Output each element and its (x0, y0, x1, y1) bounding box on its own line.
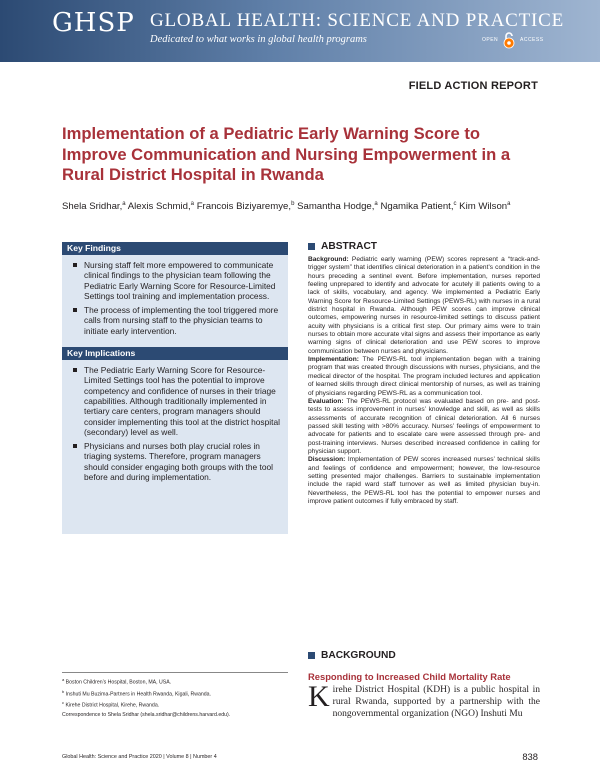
abstract-evaluation-label: Evaluation: (308, 397, 344, 405)
open-access-open-label: OPEN (482, 37, 499, 43)
abstract-discussion: Implementation of PEW scores increased nurses’ technical skills and feelings of confidence and empowerment; however, the low-resource setting presented major challenges. Barriers to sustainable implementation include the rapid ward staff turnover as well as limited physician buy-in. Nevertheless, the PEWS-RL tool has the potential to empower nurses and improve patient outcomes if fully embraced by staff. (308, 456, 540, 505)
affiliation-line: $^a$ Boston Children’s Hospital, Boston, MA, USA. (62, 677, 172, 686)
journal-logo: GHSP (52, 8, 135, 38)
author-affiliation-mark: a (374, 201, 378, 207)
author-name[interactable]: Shela Sridhar, (62, 201, 123, 213)
abstract-heading: ABSTRACT (308, 241, 377, 252)
author-name[interactable]: Kim Wilson (459, 201, 508, 213)
journal-subtitle: Dedicated to what works in global health programs (150, 34, 367, 45)
section-marker-icon (308, 652, 315, 659)
journal-title: GLOBAL HEALTH: SCIENCE AND PRACTICE (150, 10, 564, 31)
article-title: Implementation of a Pediatric Early Warning Score to Improve Communication and Nursing Empowerment in a Rural District Hospital in Rwanda (62, 124, 511, 184)
open-access-badge (482, 30, 572, 50)
key-findings-heading: Key Findings (62, 242, 288, 255)
author-list (62, 201, 562, 212)
author-name[interactable]: Ngamika Patient, (380, 201, 454, 213)
affiliation-line: $^b$ Inshuti Mu Buzima-Partners in Health Rwanda, Kigali, Rwanda. (62, 688, 211, 698)
abstract-background: Pediatric early warning (PEW) scores represent a “track-and-trigger system” that identifies clinical deterioration in a patient’s condition in the hours preceding a sentinel event. Before implementation, nurses reported feeling unprepared to identify and advocate for acutely ill patients owing to a lack of skills, vocabulary, and agency. We implemented a Pediatric Early Warning Score for Resource-Limited Settings (PEWS-RL) with nurses in a rural district hospital in Rwanda. Although PEW scores can improve clinical outcomes, empowering nurses in resource-limited settings to discuss patient acuity with physicians is a critical first step. Our primary aims were to train nurses to obtain more accurate vital signs and assess their importance as early warning signs of clinical deterioration and use PEW scores to improve communication between nurses and physicians. (308, 256, 540, 355)
affiliation-divider (62, 672, 288, 673)
section-marker-icon (308, 243, 315, 250)
journal-banner (0, 0, 600, 62)
abstract-implementation: The PEWS-RL tool implementation began with a training program that was created through discussions with nurses, physicians, and the medical director of the hospital. The program included lectures and application of learned skills through direct clinical mentorship of nurses, as well as training of physicians regarding PEWS-RL as a communication tool. (308, 356, 540, 397)
background-subheading: Responding to Increased Child Mortality Rate (308, 671, 511, 682)
key-implications-heading: Key Implications (62, 347, 288, 360)
author-affiliation-mark: a (190, 201, 195, 207)
key-implications-list (62, 360, 288, 489)
background-heading: BACKGROUND (308, 650, 396, 661)
open-access-lock-icon (502, 31, 516, 49)
affiliation-line: $^c$ Kirehe District Hospital, Kirehe, Rwanda. (62, 700, 160, 710)
abstract-discussion-label: Discussion: (308, 456, 346, 464)
key-findings-list (62, 255, 288, 343)
affiliations (62, 676, 302, 720)
drop-cap: K (308, 680, 330, 713)
list-item: The process of implementing the tool triggered more calls from nursing staff to the physician teams to initiate early intervention. (70, 305, 282, 336)
page-number: 838 (522, 751, 538, 762)
author-name[interactable]: Francois Biziyaremye, (196, 201, 292, 213)
list-item: Nursing staff felt more empowered to communicate clinical findings to the physician team following the Pediatric Early Warning Score for Resource-Limited Settings tool training and implementation process. (70, 260, 282, 301)
author-affiliation-mark: b (291, 201, 295, 207)
list-item: Physicians and nurses both play crucial roles in triaging systems. Therefore, program managers should consider engaging both groups with the tool before and during implementation. (70, 441, 282, 482)
author-affiliation-mark: a (122, 201, 126, 207)
abstract-implementation-label: Implementation: (308, 356, 359, 364)
author-affiliation-mark: c (453, 201, 457, 207)
key-findings-box (62, 242, 288, 534)
background-paragraph: Kirehe District Hospital (KDH) is a public hospital in rural Rwanda, supported by a partnership with the nongovernmental organization (NGO) Inshuti Mu (308, 680, 540, 719)
article-type: FIELD ACTION REPORT (408, 80, 538, 92)
abstract-text (308, 256, 540, 506)
correspondence-line[interactable]: Correspondence to Shela Sridhar (shela.sridhar@childrens.harvard.edu). (62, 711, 231, 718)
author-affiliation-mark: a (507, 201, 511, 207)
abstract-evaluation: The PEWS-RL protocol was evaluated based on pre- and post-tests to assess improvement in nurses’ knowledge and skill, as well as skills assessments of accurate recognition of clinical deterioration. All 6 nurses passed skill testing with >80% accuracy. Nurses’ feelings of empowerment to advocate for patients and to escalate care were assessed through pre- and post-training interviews. Nurses described increased confidence in calling for physician support. (308, 397, 540, 455)
author-name[interactable]: Alexis Schmid, (127, 201, 191, 213)
abstract-background-label: Background: (308, 256, 349, 263)
open-access-access-label: ACCESS (520, 37, 544, 43)
author-name[interactable]: Samantha Hodge, (297, 201, 375, 213)
list-item: The Pediatric Early Warning Score for Resource-Limited Settings tool has the potential to improve competency and confidence of nurses in their triage capabilities. Although traditionally implemented in tertiary care centers, program managers should consider implementing this tool at the district hospital (secondary) level as well. (70, 365, 282, 437)
footer-citation: Global Health: Science and Practice 2020 | Volume 8 | Number 4 (62, 754, 217, 760)
